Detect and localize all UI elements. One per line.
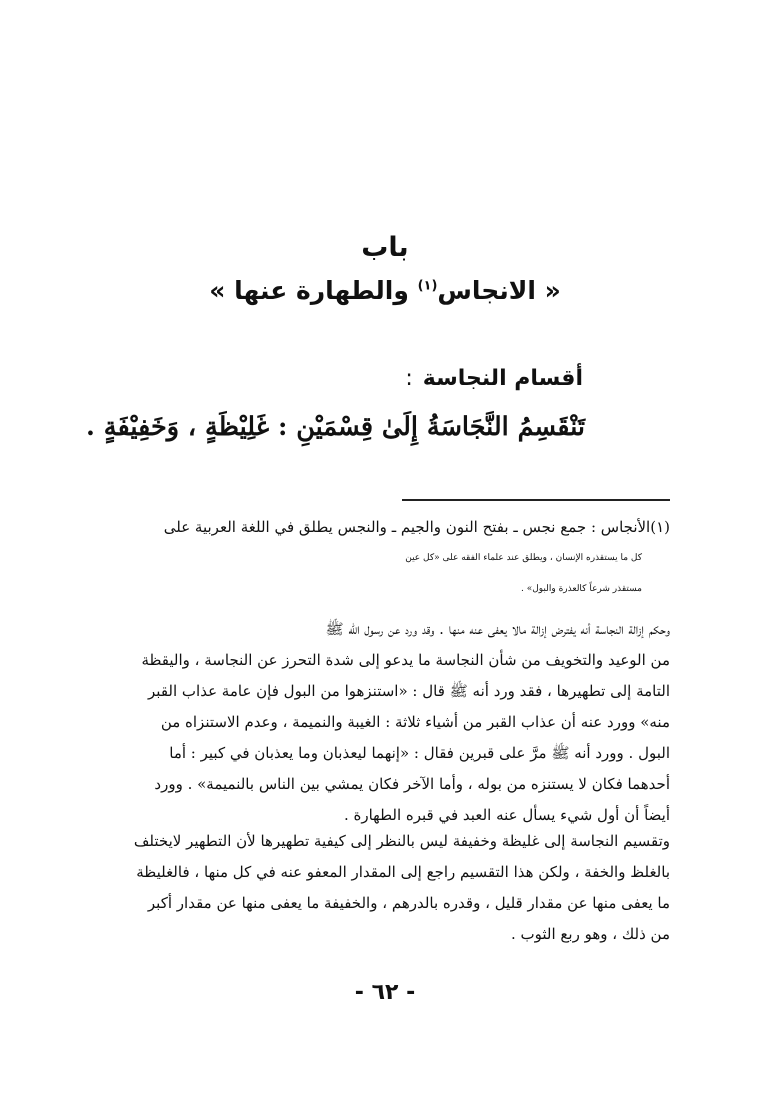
footnote — [100, 512, 670, 605]
footnote-divider — [402, 499, 670, 501]
paragraph-line: من الوعيد والتخويف من شأن النجاسة ما يدعو إلى شدة التحرز عن النجاسة ، واليقظة — [141, 651, 670, 669]
section-colon: : — [405, 366, 413, 391]
footnote-line: (١)الأنجاس : جمع نجس ـ بفتح النون والجيم ـ والنجس يطلق في اللغة العربية على — [163, 518, 670, 536]
paragraph-ruling — [100, 614, 670, 831]
paragraph-division — [100, 826, 670, 950]
footnote-marker: (١) — [417, 278, 438, 294]
main-statement: تَنْقَسِمُ النَّجَاسَةُ إِلَىٰ قِسْمَيْنِ : غَلِيْظَةٍ ، وَخَفِيْفَةٍ . — [86, 412, 585, 442]
paragraph-line: ما يعفى منها عن مقدار قليل ، وقدره بالدرهم ، والخفيفة ما يعفى منها عن مقدار أكبر — [147, 894, 670, 912]
section-heading — [405, 366, 583, 391]
chapter-title — [0, 276, 770, 305]
paragraph-line: أحدهما فكان لا يستنزه من بوله ، وأما الآخر فكان يمشي بين الناس بالنميمة» . وورد — [154, 775, 670, 793]
paragraph-line: أيضاً أن أول شيء يسأل عنه العبد في قبره الطهارة . — [343, 806, 670, 824]
footnote-line: كل ما يستقذره الإنسان ، ويطلق عند علماء الفقه على «كل عين — [405, 553, 642, 563]
paragraph-line: بالغلظ والخفة ، ولكن هذا التقسيم راجع إلى المقدار المعفو عنه في كل منها ، فالغليظة — [136, 863, 670, 881]
footnote-line: مستقذر شرعاً كالعذرة والبول» . — [520, 584, 642, 594]
paragraph-line: وحكم إزالة النجاسة أنه يفترض إزالة مالا يعفى عنه منها . وقد ورد عن رسول الله ﷺ — [325, 620, 670, 638]
paragraph-line: من ذلك ، وهو ربع الثوب . — [510, 925, 670, 943]
chapter-heading: باب — [361, 232, 409, 263]
paragraph-line: وتقسيم النجاسة إلى غليظة وخفيفة ليس بالنظر إلى كيفية تطهيرها لأن التطهير لايختلف — [133, 832, 670, 850]
section-title: أقسام النجاسة — [422, 366, 583, 391]
page-number: - ٦٢ - — [354, 980, 416, 1005]
chapter-title-text: « الانجاس — [437, 276, 561, 305]
paragraph-line: التامة إلى تطهيرها ، فقد ورد أنه ﷺ قال : «استنزهوا من البول فإن عامة عذاب القبر — [148, 682, 670, 700]
paragraph-line: منه» وورد عنه أن عذاب القبر من أشياء ثلاثة : الغيبة والنميمة ، وعدم الاستنزاه من — [160, 713, 670, 731]
chapter-title-text-rest: والطهارة عنها » — [209, 276, 418, 305]
paragraph-line: البول . وورد أنه ﷺ مرَّ على قبرين فقال : «إنهما ليعذبان وما يعذبان في كبير : أما — [169, 744, 670, 762]
